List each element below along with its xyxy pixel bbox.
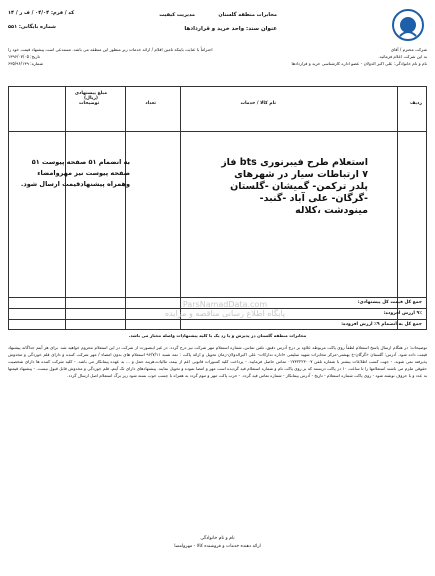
- signature-label: ارائه دهنده خدمات و فروشنده کالا - مهروامضا: [174, 544, 261, 549]
- table-header: [9, 87, 426, 132]
- remarks-text: به انضمام ۵۱ صفحه پیوست ۵۱ صفحه پیوست نیز مهروامضاء وهمراه پیشنهادقیمت ارسال شود.: [20, 158, 130, 188]
- inquiry-table: [8, 86, 427, 330]
- vat-label: ۹٪ ارزش افزوده:: [9, 308, 426, 319]
- watermark-line1: ParsNamadData.com: [182, 300, 268, 309]
- quality-management: مدیریت کیفیت: [159, 12, 195, 18]
- item-description: استعلام طرح فیبرنوری bts فاز ۷ ارتباطات سیار در شهرهای پلدر تركمن- گمیشان -گلستان -گرگان- علی آباد -گنبد- مینودشت ،کلاله: [221, 157, 368, 216]
- document-title: عنوان سند: واحد خرید و قراردادها: [184, 26, 277, 32]
- grand-total-label: جمع کل به انضمام ۹٪ ارزش افزوده:: [9, 319, 426, 330]
- col-price: مبلغ پیشنهادی (ریال): [74, 91, 108, 101]
- name-line: نام و نام خانوادگی: علی اکبر الدولان - عضو اداره کارشناسی خرید و قراردادها: [291, 61, 427, 66]
- seal-label: نام و نام خانوادگی: [200, 536, 235, 541]
- form-code: کد / فرم: ۰۴/۰۴ / ف ر / ۱۴: [8, 10, 75, 16]
- total-label: جمع کل قیمت کل پیشنهادی:: [9, 297, 426, 308]
- intro-text: احتراماً با عنایت باینکه تامین اقلام / ارائه خدمات زیر منظور این منطقه می باشد. مستدعی است پیشنهاد قیمت خود را: [8, 47, 213, 52]
- archive-number: شماره بایگانی: ۵۵۱: [8, 24, 56, 30]
- rights-note: مخابرات منطقه گلستان در پذیرش و یا رد یک یا کلیه پیشنهادات واصله مختار می باشد.: [128, 333, 307, 338]
- col-desc: توضیحات: [79, 101, 100, 106]
- contact-line: به این شرکت اعلام فرمائید.: [378, 54, 427, 59]
- instructions-text: توضیحات: در هنگام ارسال پاسخ استعلام لطفاً روی پاکت مربوطه علاوه بر درج آدرس دقیق، تلفن تماس، شماره استعلام مهر شرکت نیز درج گردد. در غیر اینصورت از شرکت در این استعلام محروم خواهید شد. برای هر آیتم جداگانه پیشنهاد قیمت داده شود. آدرس: گلستان «گرگان-خ بهشتی-مرکز مخابرات شهید سلیمی «اداره تدارکات- علی اکبرالدولان-زمان تحویل و ارائه پاکت : تمه شنبه ۹۶/۷/۱۱ استعلام های بدون امضاء / مهر شرکت کننده و دارای قلم خوردگی و مخدوش پذیرفته نمی شوند. - جهت کسب اطلاعات بیشتر با شماره تلفن ۰۱۷۳۲۲۲۳۰۰۷ تماس حاصل فرمایید. - پرداخت کلیه کسورات قانونی اعم از بیمه، مالیات،هزینه حمل و ... به عهده پیمانکار می باشد. - کلیه شرکت کننده ها دارای شخصیت حقوقی ملزم می باشند استعلامها را تا ساعت ۱۰ در پاکت دربسته که بر روی پاکت نام و شماره استعلام قید گردیده است مهر و امضا نموده و تحویل نمایند. پیشنهادهای دارای تک آیتم، قلم خوردگی و مخدوش قابل قبول نیست. - پیشنهاد قیمتها به عدد و با حروف نوشته شود - روی پاکت شماره استعلام - تاریخ - آدرس پیمانکار - شماره تماس قید گردد. - حرب پاکت مهر و موم گردد به همراه با چسب خوب بسته شود زیر برگ استعلام اصل ارسال گردد.: [8, 345, 428, 378]
- col-row: ردیف: [410, 101, 422, 106]
- date-label: تاریخ: ۱۳۹۶/۰۷/۰۵: [8, 54, 40, 59]
- company-line: شرکت محترم / آقای: [390, 47, 427, 52]
- organization-name: مخابرات منطقه گلستان: [218, 12, 277, 18]
- watermark-line2: پایگاه اطلاع رسانی مناقصه و مزایده: [164, 309, 286, 318]
- number-label: شماره: ۶۳۵/۹۶/۱۳۹: [8, 61, 43, 66]
- col-item: نام کالا / خدمات: [240, 101, 276, 106]
- col-qty: تعداد: [145, 101, 156, 106]
- document-header: [8, 8, 427, 42]
- intro-block: [8, 46, 427, 67]
- logo-icon: [391, 8, 425, 42]
- signature-block: [8, 535, 427, 551]
